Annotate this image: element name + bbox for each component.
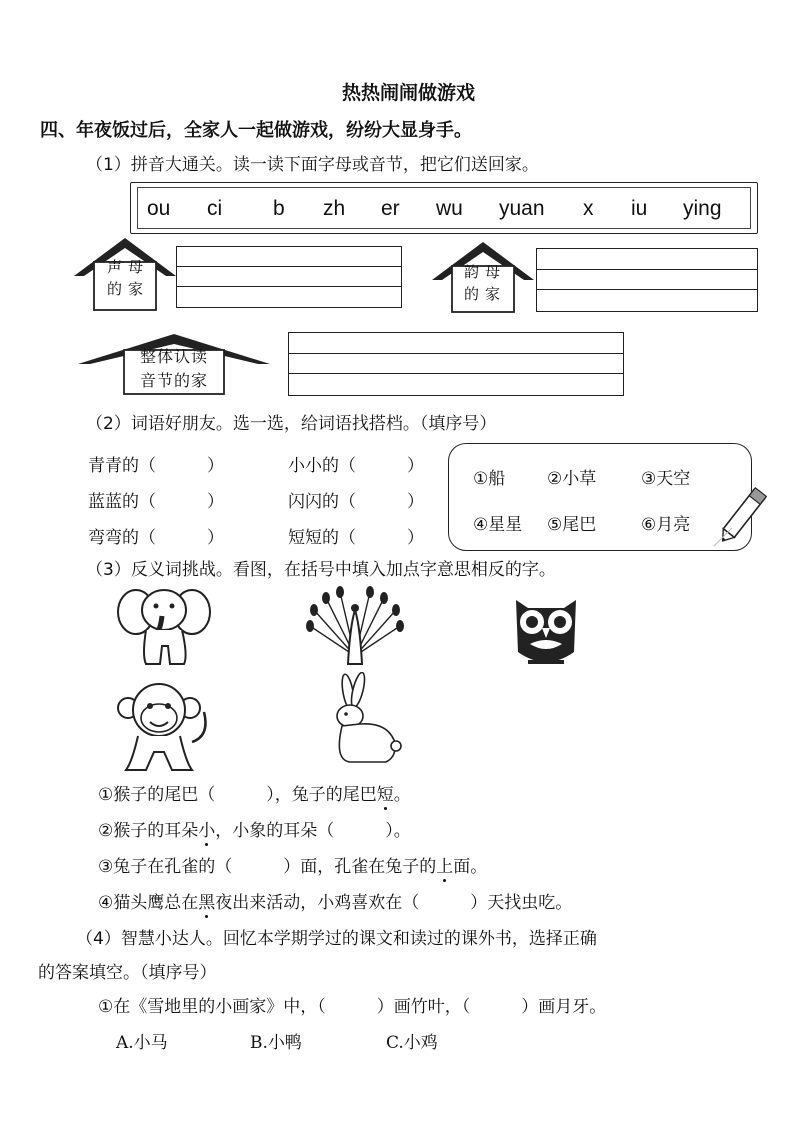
- q2-mid-item[interactable]: 小小的（ ）: [288, 456, 424, 476]
- house-finals-label-2: 的家: [463, 285, 506, 303]
- dotted-char: 黑: [198, 893, 216, 913]
- rabbit-icon: [320, 672, 402, 768]
- peacock-icon: [300, 586, 410, 668]
- q4-instruction-line1: （4）智慧小达人。回忆本学期学过的课文和读过的课外书，选择正确: [76, 929, 597, 949]
- whole-syllables-answer-lines[interactable]: [288, 332, 624, 396]
- house-initials-label-2: 的家: [106, 280, 149, 298]
- q3-sentence-4[interactable]: ④猫头鹰总在黑夜出来活动，小鸡喜欢在（ ）天找虫吃。: [98, 893, 573, 913]
- monkey-icon: [112, 682, 212, 774]
- syllable: yuan: [499, 197, 545, 220]
- q3-sentence-2[interactable]: ②猴子的耳朵小，小象的耳朵（ ）。: [98, 821, 411, 841]
- syllable: ying: [683, 197, 722, 220]
- syllable: x: [583, 197, 594, 220]
- q4-instruction-line2: 的答案填空。（填序号）: [38, 963, 217, 983]
- house-whole-label-2: 音节的家: [139, 371, 208, 390]
- q2-instruction: （2）词语好朋友。选一选，给词语找搭档。（填序号）: [86, 414, 497, 434]
- q2-mid-item[interactable]: 闪闪的（ ）: [288, 492, 424, 512]
- q4-option: A.小马: [116, 1033, 168, 1053]
- q3-instruction: （3）反义词挑战。看图，在括号中填入加点字意思相反的字。: [86, 560, 556, 580]
- elephant-icon: [116, 580, 212, 668]
- dotted-char: 上: [436, 857, 454, 877]
- owl-icon: [510, 592, 582, 670]
- syllable: wu: [436, 197, 463, 220]
- choice-item: ②小草: [547, 469, 597, 489]
- q2-left-item[interactable]: 蓝蓝的（ ）: [88, 492, 224, 512]
- house-initials-label-1: 声母: [106, 258, 149, 276]
- syllable: iu: [631, 197, 648, 220]
- syllable: ci: [207, 197, 223, 220]
- q4-sentence[interactable]: ①在《雪地里的小画家》中，（ ）画竹叶，（ ）画月牙。: [98, 997, 607, 1017]
- syllable: zh: [323, 197, 346, 220]
- finals-answer-lines[interactable]: [536, 248, 758, 312]
- syllable: b: [273, 197, 285, 220]
- page-title: 热热闹闹做游戏: [342, 82, 476, 104]
- dotted-char: 短: [376, 785, 394, 805]
- q4-option: B.小鸭: [250, 1033, 302, 1053]
- dotted-char: 小: [198, 821, 216, 841]
- choice-item: ①船: [473, 469, 506, 489]
- section-heading: 四、年夜饭过后，全家人一起做游戏，纷纷大显身手。: [40, 120, 472, 141]
- initials-answer-lines[interactable]: [176, 246, 402, 308]
- q2-left-item[interactable]: 弯弯的（ ）: [88, 528, 224, 548]
- pencil-icon: [710, 476, 780, 552]
- pinyin-box: [130, 182, 758, 234]
- syllable: er: [381, 197, 400, 220]
- q4-option: C.小鸡: [386, 1033, 438, 1053]
- q2-mid-item[interactable]: 短短的（ ）: [288, 528, 424, 548]
- q3-sentence-3[interactable]: ③兔子在孔雀的（ ）面，孔雀在兔子的上面。: [98, 857, 488, 877]
- q3-sentence-1[interactable]: ①猴子的尾巴（ ），兔子的尾巴短。: [98, 785, 411, 805]
- choice-item: ⑥月亮: [641, 515, 691, 535]
- syllable: ou: [147, 197, 171, 220]
- q2-left-item[interactable]: 青青的（ ）: [88, 456, 224, 476]
- house-whole-label-1: 整体认读: [139, 347, 208, 366]
- choice-item: ③天空: [641, 469, 691, 489]
- choice-item: ⑤尾巴: [547, 515, 597, 535]
- house-finals-label-1: 韵母: [463, 263, 506, 281]
- q1-instruction: （1）拼音大通关。读一读下面字母或音节，把它们送回家。: [86, 155, 539, 175]
- choice-item: ④星星: [473, 515, 523, 535]
- word-choices-box: [448, 443, 752, 551]
